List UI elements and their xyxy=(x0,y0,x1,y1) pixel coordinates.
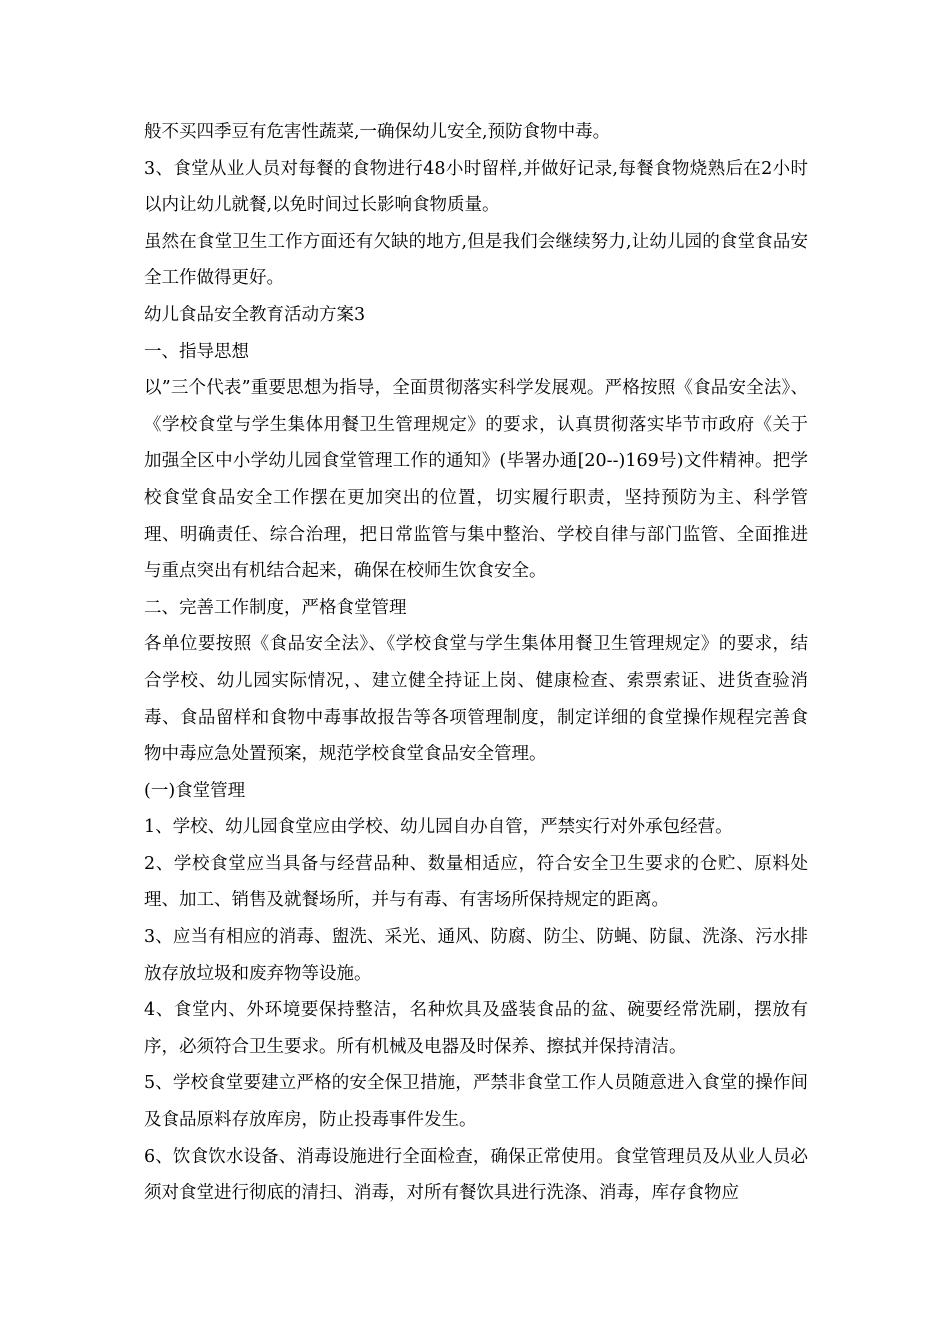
section-title: 幼儿食品安全教育活动方案3 xyxy=(144,304,366,325)
paragraph-work-system: 各单位要按照《食品安全法》、《学校食堂与学生集体用餐卫生管理规定》的要求，结合学校、幼儿园实际情况，、建立健全持证上岗、健康检查、索票索证、进货查验消毒、食品留样和食物中毒事故报告等各项管理制度，制定详细的食堂操作规程完善食物中毒应急处置预案，规范学校食堂食品安全管理。 xyxy=(144,634,808,765)
paragraph-summary: 虽然在食堂卫生工作方面还有欠缺的地方,但是我们会继续努力,让幼儿园的食堂食品安全工作做得更好。 xyxy=(144,231,808,289)
heading-canteen-management: (一)食堂管理 xyxy=(144,780,246,801)
list-item-4: 4、食堂内、外环境要保持整洁，名种炊具及盛装食品的盆、碗要经常洗刷，摆放有序，必须符合卫生要求。所有机械及电器及时保养、擦拭并保持清洁。 xyxy=(144,1000,808,1057)
heading-work-system: 二、完善工作制度，严格食堂管理 xyxy=(144,597,407,618)
paragraph-guiding-thought: 以”三个代表”重要思想为指导，全面贯彻落实科学发展观。严格按照《食品安全法》、《学校食堂与学生集体用餐卫生管理规定》的要求，认真贯彻落实毕节市政府《关于加强全区中小学幼儿园食堂管理工作的通知》(毕署办通[20--)169号)文件精神。把学校食堂食品安全工作摆在更加突出的位置，切实履行职责，坚持预防为主、科学管理、明确责任、综合治理，把日常监管与集中整治、学校自律与部门监管、全面推进与重点突出有机结合起来，确保在校师生饮食安全。 xyxy=(144,378,808,582)
document-body xyxy=(144,114,808,1212)
paragraph-item-3-sample: 3、食堂从业人员对每餐的食物进行48小时留样,并做好记录,每餐食物烧熟后在2小时以内让幼儿就餐,以免时间过长影响食物质量。 xyxy=(144,158,808,216)
paragraph-continuation: 般不买四季豆有危害性蔬菜,一确保幼儿安全,预防食物中毒。 xyxy=(144,122,611,142)
list-item-3: 3、应当有相应的消毒、盥洗、采光、通风、防腐、防尘、防蝇、防鼠、洗涤、污水排放存放垃圾和废弃物等设施。 xyxy=(144,927,808,984)
list-item-5: 5、学校食堂要建立严格的安全保卫措施，严禁非食堂工作人员随意进入食堂的操作间及食品原料存放库房，防止投毒事件发生。 xyxy=(144,1073,808,1131)
list-item-1: 1、学校、幼儿园食堂应由学校、幼儿园自办自管，严禁实行对外承包经营。 xyxy=(144,817,733,838)
list-item-2: 2、学校食堂应当具备与经营品种、数量相适应，符合安全卫生要求的仓贮、原料处理、加工、销售及就餐场所，并与有毒、有害场所保持规定的距离。 xyxy=(144,853,808,911)
list-item-6: 6、饮食饮水设备、消毒设施进行全面检查，确保正常使用。食堂管理员及从业人员必须对食堂进行彻底的清扫、消毒，对所有餐饮具进行洗涤、消毒，库存食物应 xyxy=(144,1146,808,1204)
heading-guiding-thought: 一、指导思想 xyxy=(144,341,249,362)
